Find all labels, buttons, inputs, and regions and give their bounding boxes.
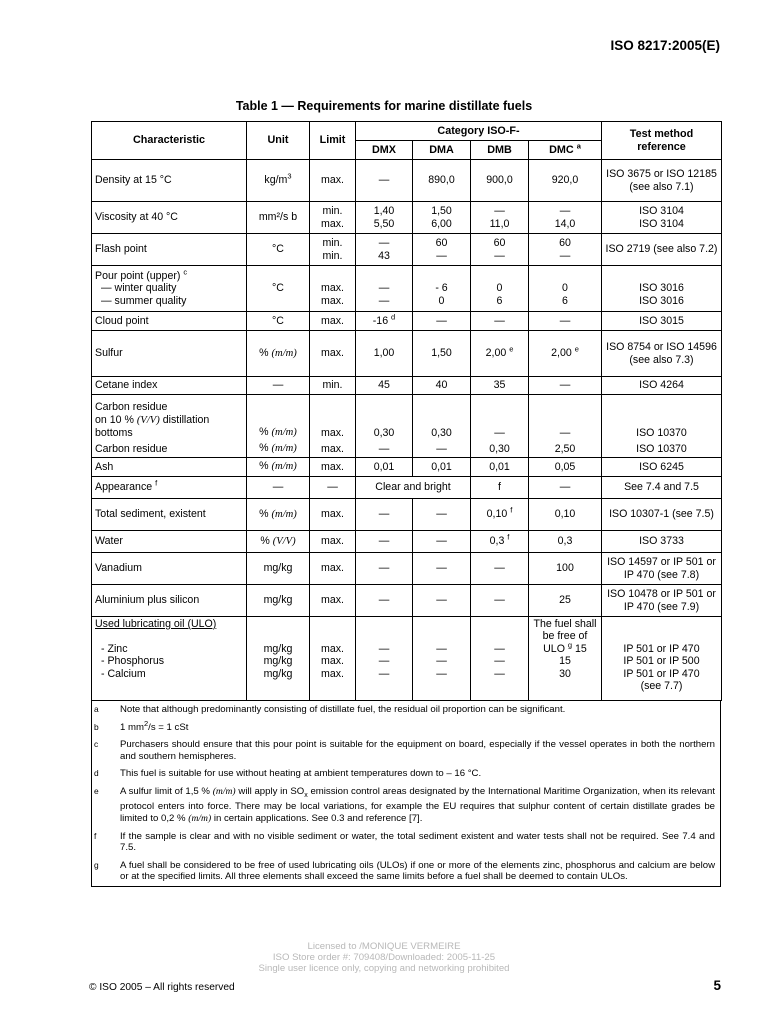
dma-cell: — (413, 585, 471, 617)
watermark-line: Single user licence only, copying and networking prohibited (258, 963, 510, 975)
row-label: Pour point (upper) $^c$ — winter quality — summer quality (92, 266, 247, 312)
dmx-cell: 1,00 (356, 331, 413, 377)
unit-cell: mg/kg mg/kg mg/kg (247, 617, 310, 701)
table-title: Table 1 — Requirements for marine distillate fuels (235, 99, 533, 113)
table-row-cetane-index (92, 377, 722, 395)
limit-cell: min. (310, 377, 356, 395)
row-label: Carbon residue (92, 441, 247, 458)
test-cell: ISO 3015 (602, 312, 722, 331)
row-label: Ash (92, 458, 247, 477)
limit-cell: max. max. (310, 266, 356, 312)
footnote-f: f If the sample is clear and with no visible sediment or water, the total sediment existent and water tests shall not be required. See 7.4 and 7.5. (94, 830, 715, 854)
dmc-cell: 2,50 (529, 441, 602, 458)
test-cell: ISO 6245 (602, 458, 722, 477)
test-cell: See 7.4 and 7.5 (602, 477, 722, 499)
table-row-viscosity (92, 202, 722, 234)
watermark-line: Licensed to /MONIQUE VERMEIRE (307, 941, 461, 952)
dmx-cell: — — (356, 266, 413, 312)
table-row-water (92, 531, 722, 553)
unit-cell: % (m/m) (247, 499, 310, 531)
dma-cell: 60 — (413, 234, 471, 266)
dmx-cell: — — — (356, 617, 413, 701)
dmb-cell: — (471, 312, 529, 331)
copyright-footer: © ISO 2005 – All rights reserved (89, 982, 235, 993)
dmc-cell: 25 (529, 585, 602, 617)
unit-cell: mm²/s b (247, 202, 310, 234)
test-cell: ISO 3104 ISO 3104 (602, 202, 722, 234)
dmx-cell: — (356, 441, 413, 458)
unit-cell: °C (247, 312, 310, 331)
row-label: Density at 15 °C (92, 160, 247, 202)
test-cell: ISO 10307-1 (see 7.5) (602, 499, 722, 531)
dmc-cell: 0,3 (529, 531, 602, 553)
dma-cell: 40 (413, 377, 471, 395)
row-label: Vanadium (92, 553, 247, 585)
dmb-cell: 900,0 (471, 160, 529, 202)
table-footnotes (91, 701, 721, 887)
unit-cell: % (m/m) (247, 331, 310, 377)
header-dma: DMA (413, 141, 471, 160)
dmb-cell: — (471, 395, 529, 441)
licence-watermark (0, 941, 768, 975)
unit-cell: mg/kg (247, 553, 310, 585)
table-row-carbon-residue (92, 441, 722, 458)
limit-cell: max. (310, 585, 356, 617)
dmc-cell: 920,0 (529, 160, 602, 202)
table-row-total-sediment (92, 499, 722, 531)
unit-cell: $kg/m^3$ (247, 160, 310, 202)
dma-cell: 890,0 (413, 160, 471, 202)
dmc-cell: — (529, 395, 602, 441)
header-dmc: DMC $^a$ (529, 141, 602, 160)
dmx-dma-cell: Clear and bright (356, 477, 471, 499)
row-label: Water (92, 531, 247, 553)
dma-cell: — (413, 441, 471, 458)
dmc-cell: 2,00 $^e$ (529, 331, 602, 377)
limit-cell: min. max. (310, 202, 356, 234)
table-row-flash-point (92, 234, 722, 266)
limit-cell: max. (310, 160, 356, 202)
dmc-cell: 0,10 (529, 499, 602, 531)
table-row-sulfur (92, 331, 722, 377)
row-label: Carbon residue on 10 % (V/V) distillation bottoms (92, 395, 247, 441)
unit-cell: % (m/m) (247, 441, 310, 458)
header-category: Category ISO-F- (356, 122, 602, 141)
dma-cell: 0,01 (413, 458, 471, 477)
dmb-cell: — — — (471, 617, 529, 701)
footnote-d: d This fuel is suitable for use without heating at ambient temperatures down to – 16 °C. (94, 768, 482, 780)
row-label: Flash point (92, 234, 247, 266)
dmc-cell: 60 — (529, 234, 602, 266)
dmb-cell: 0 6 (471, 266, 529, 312)
test-cell: ISO 10370 (602, 441, 722, 458)
dmb-cell: 60 — (471, 234, 529, 266)
unit-cell: % (m/m) (247, 395, 310, 441)
document-id: ISO 8217:2005(E) (610, 38, 720, 53)
dmx-cell: 0,01 (356, 458, 413, 477)
table-row-density (92, 160, 722, 202)
page-number: 5 (713, 978, 721, 993)
watermark-line: ISO Store order #: 709408/Downloaded: 2005-11-25 (272, 952, 496, 964)
header-limit: Limit (310, 122, 356, 160)
dmb-cell: — 11,0 (471, 202, 529, 234)
dmx-cell: — (356, 553, 413, 585)
dmc-cell: 100 (529, 553, 602, 585)
dma-cell: 1,50 (413, 331, 471, 377)
row-label: Viscosity at 40 °C (92, 202, 247, 234)
unit-cell: — (247, 377, 310, 395)
test-cell: ISO 3016 ISO 3016 (602, 266, 722, 312)
footnote-g: g A fuel shall be considered to be free of used lubricating oils (ULOs) if one or more of the elements zinc, phosphorus and calcium are below or at the specified limits. All three elements shall exceed the same limits before a fuel shall be deemed to contain ULOs. (94, 859, 715, 883)
unit-cell: % (m/m) (247, 458, 310, 477)
dmb-cell: — (471, 553, 529, 585)
limit-cell: max. (310, 441, 356, 458)
dma-cell: — (413, 531, 471, 553)
dmx-cell: — (356, 531, 413, 553)
dmx-cell: 0,30 (356, 395, 413, 441)
dmb-cell: 0,30 (471, 441, 529, 458)
dma-cell: — — — (413, 617, 471, 701)
limit-cell: — (310, 477, 356, 499)
dma-cell: — (413, 499, 471, 531)
dmb-cell: 0,01 (471, 458, 529, 477)
limit-cell: max. (310, 531, 356, 553)
row-label: Cloud point (92, 312, 247, 331)
footnote-a: a Note that although predominantly consisting of distillate fuel, the residual oil proportion can be significant. (94, 704, 566, 715)
limit-cell: min. min. (310, 234, 356, 266)
limit-cell: max. max. max. (310, 617, 356, 701)
unit-cell: % (V/V) (247, 531, 310, 553)
dmb-cell: f (471, 477, 529, 499)
row-label: Appearance $^f$ (92, 477, 247, 499)
dmb-cell: 0,10 $^f$ (471, 499, 529, 531)
unit-cell: mg/kg (247, 585, 310, 617)
dmc-cell: — (529, 312, 602, 331)
dmc-cell: 0,05 (529, 458, 602, 477)
table-row-carbon-residue-10 (92, 395, 722, 441)
table-row-pour-point (92, 266, 722, 312)
dmb-cell: — (471, 585, 529, 617)
test-cell: ISO 10370 (602, 395, 722, 441)
dma-cell: — (413, 553, 471, 585)
test-cell: ISO 4264 (602, 377, 722, 395)
footnote-e: e A sulfur limit of 1,5 % (m/m) will apply in $SO_x$ emission control areas designated by the International Maritime Organization, when its relevant protocol enters into force. There may be local variations, for example the EU requires that sulphur content of certain distillate grades be limited to 0,2 % (m/m) in certain applications. See 0.3 and reference [7]. (94, 785, 715, 825)
dmx-cell: — 43 (356, 234, 413, 266)
limit-cell: max. (310, 499, 356, 531)
dmx-cell: — (356, 160, 413, 202)
test-cell: ISO 14597 or IP 501 or IP 470 (see 7.8) (602, 553, 722, 585)
unit-cell: °C (247, 234, 310, 266)
row-label: Total sediment, existent (92, 499, 247, 531)
unit-cell: °C (247, 266, 310, 312)
dmx-cell: -16 $^d$ (356, 312, 413, 331)
test-cell: ISO 8754 or ISO 14596 (see also 7.3) (602, 331, 722, 377)
header-unit: Unit (247, 122, 310, 160)
limit-cell: max. (310, 458, 356, 477)
header-test-method: Test method reference (602, 122, 722, 160)
dma-cell: — (413, 312, 471, 331)
requirements-table (91, 121, 722, 701)
dmc-cell: The fuel shall be free of ULO $^g$ 15 15 30 (529, 617, 602, 701)
table-row-aluminium-silicon (92, 585, 722, 617)
row-label: Sulfur (92, 331, 247, 377)
test-cell: ISO 3675 or ISO 12185 (see also 7.1) (602, 160, 722, 202)
dmx-cell: 1,40 5,50 (356, 202, 413, 234)
test-cell: ISO 2719 (see also 7.2) (602, 234, 722, 266)
table-row-used-lubricating-oil (92, 617, 722, 701)
dmb-cell: 35 (471, 377, 529, 395)
header-dmx: DMX (356, 141, 413, 160)
table-row-appearance (92, 477, 722, 499)
dmx-cell: — (356, 585, 413, 617)
unit-cell: — (247, 477, 310, 499)
dmc-cell: — 14,0 (529, 202, 602, 234)
limit-cell: max. (310, 331, 356, 377)
limit-cell: max. (310, 395, 356, 441)
table-row-vanadium (92, 553, 722, 585)
dmb-cell: 0,3 $^f$ (471, 531, 529, 553)
test-cell: ISO 10478 or IP 501 or IP 470 (see 7.9) (602, 585, 722, 617)
test-cell: ISO 3733 (602, 531, 722, 553)
dmc-cell: — (529, 377, 602, 395)
row-label: Cetane index (92, 377, 247, 395)
row-label: Aluminium plus silicon (92, 585, 247, 617)
table-row-cloud-point (92, 312, 722, 331)
row-label: Used lubricating oil (ULO) - Zinc - Phosphorus - Calcium (92, 617, 247, 701)
dma-cell: 1,50 6,00 (413, 202, 471, 234)
dmb-cell: 2,00 $^e$ (471, 331, 529, 377)
limit-cell: max. (310, 312, 356, 331)
dma-cell: - 6 0 (413, 266, 471, 312)
header-dmb: DMB (471, 141, 529, 160)
table-header-row (92, 122, 722, 141)
table-row-ash (92, 458, 722, 477)
dmc-cell: — (529, 477, 602, 499)
header-characteristic: Characteristic (92, 122, 247, 160)
test-cell: IP 501 or IP 470 IP 501 or IP 500 IP 501 or IP 470 (see 7.7) (602, 617, 722, 701)
requirements-table-container (91, 121, 721, 887)
limit-cell: max. (310, 553, 356, 585)
dmx-cell: — (356, 499, 413, 531)
footnote-c: c Purchasers should ensure that this pour point is suitable for the equipment on board, especially if the vessel operates in both the northern and southern hemispheres. (94, 739, 715, 762)
dmx-cell: 45 (356, 377, 413, 395)
footnote-b: b 1 $mm^2/s = 1$ cSt (94, 718, 189, 733)
dma-cell: 0,30 (413, 395, 471, 441)
dmc-cell: 0 6 (529, 266, 602, 312)
